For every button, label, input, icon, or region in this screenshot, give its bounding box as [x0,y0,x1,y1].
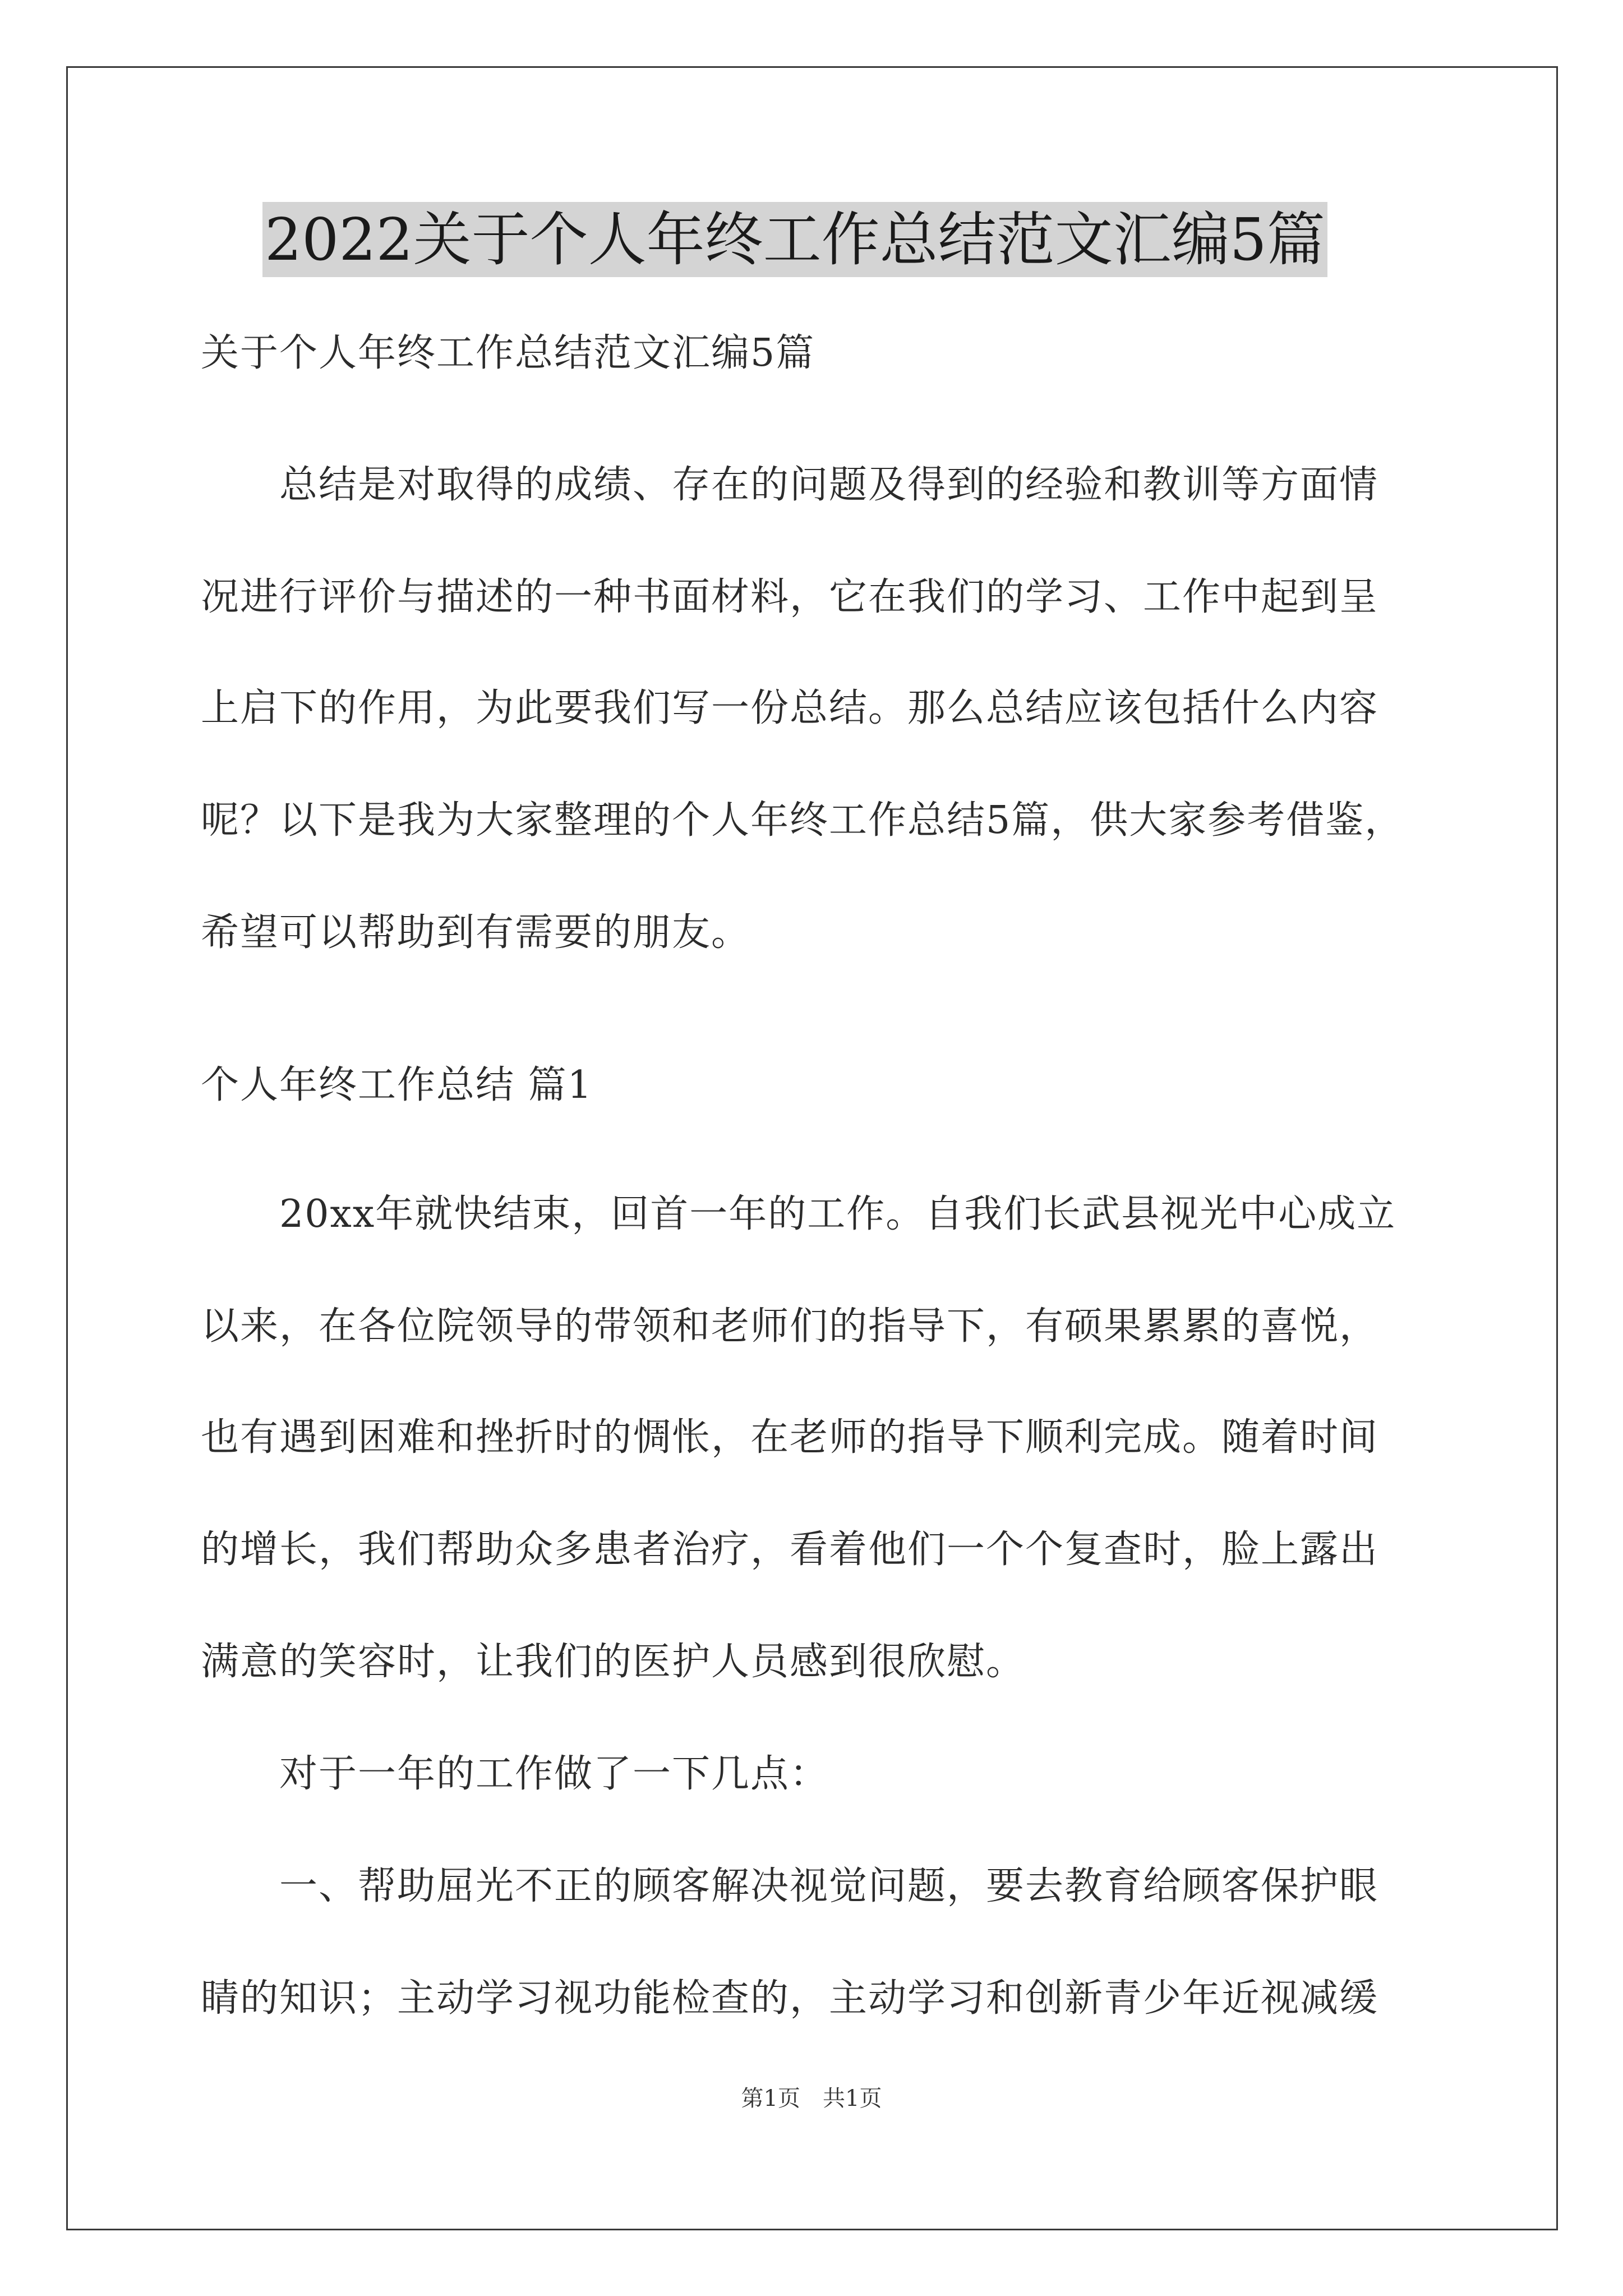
body-line: 一、帮助屈光不正的顾客解决视觉问题，要去教育给顾客保护眼 [201,1864,1379,1908]
section-heading: 个人年终工作总结 篇1 [201,1063,593,1107]
body-line: 以来，在各位院领导的带领和老师们的指导下，有硕果累累的喜悦， [201,1304,1379,1349]
intro-line: 况进行评价与描述的一种书面材料，它在我们的学习、工作中起到呈 [201,575,1379,619]
body-line: 睛的知识；主动学习视功能检查的，主动学习和创新青少年近视减缓 [201,1976,1379,2021]
body-line: 对于一年的工作做了一下几点： [201,1752,829,1796]
document-title: 2022关于个人年终工作总结范文汇编5篇 [262,202,1327,277]
intro-line: 希望可以帮助到有需要的朋友。 [201,910,751,955]
intro-line: 总结是对取得的成绩、存在的问题及得到的经验和教训等方面情 [201,463,1379,507]
intro-line: 呢？以下是我为大家整理的个人年终工作总结5篇，供大家参考借鉴， [201,798,1404,843]
intro-line: 上启下的作用，为此要我们写一份总结。那么总结应该包括什么内容 [201,686,1379,730]
body-line: 满意的笑容时，让我们的医护人员感到很欣慰。 [201,1640,1026,1684]
body-line: 也有遇到困难和挫折时的惆怅，在老师的指导下顺利完成。随着时间 [201,1415,1379,1460]
body-line: 20xx年就快结束，回首一年的工作。自我们长武县视光中心成立 [201,1192,1396,1236]
body-line: 的增长，我们帮助众多患者治疗，看着他们一个个复查时，脸上露出 [201,1527,1379,1572]
page-footer: 第1页 共1页 [741,2086,882,2111]
document-subtitle: 关于个人年终工作总结范文汇编5篇 [201,331,815,375]
